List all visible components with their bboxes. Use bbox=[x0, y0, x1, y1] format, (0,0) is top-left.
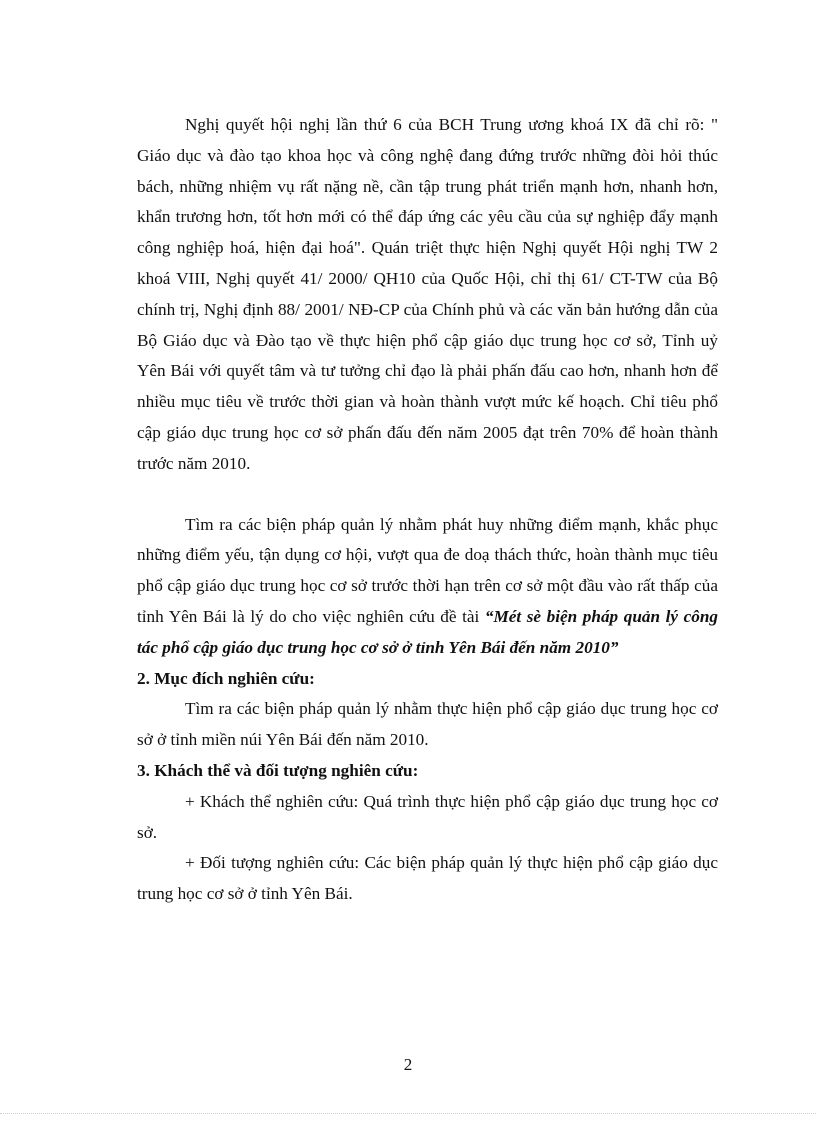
section-2-text: Tìm ra các biện pháp quản lý nhằm thực hiện phổ cập giáo dục trung học cơ sở ở tỉnh miền núi Yên Bái đến năm 2010. bbox=[137, 699, 718, 750]
page-content bbox=[137, 110, 718, 910]
paragraph-resolution: Nghị quyết hội nghị lần thứ 6 của BCH Trung ương khoá IX đã chỉ rõ: " Giáo dục và đào tạo khoa học và công nghệ đang đứng trước những đòi hỏi thúc bách, những nhiệm vụ rất nặng nề, cần tập trung phát triển mạnh hơn, nhanh hơn, khẩn trương hơn, tốt hơn mới có thể đáp ứng các yêu cầu của sự nghiệp đẩy mạnh công nghiệp hoá, hiện đại hoá". Quán triệt thực hiện Nghị quyết Hội nghị TW 2 khoá VIII, Nghị quyết 41/ 2000/ QH10 của Quốc Hội, chỉ thị 61/ CT-TW của Bộ chính trị, Nghị định 88/ 2001/ NĐ-CP của Chính phủ và các văn bản hướng dẫn của Bộ Giáo dục và Đào tạo về thực hiện phổ cập giáo dục trung học cơ sở, Tỉnh uỷ Yên Bái với quyết tâm và tư tưởng chỉ đạo là phải phấn đấu cao hơn, nhanh hơn để nhiều mục tiêu về trước thời gian và hoàn thành vượt mức kế hoạch. Chỉ tiêu phổ cập giáo dục trung học cơ sở phấn đấu đến năm 2005 đạt trên 70% để hoàn thành trước năm 2010. bbox=[137, 115, 718, 473]
page-number: 2 bbox=[403, 1055, 413, 1074]
rationale-text: Tìm ra các biện pháp quản lý nhằm phát huy những điểm mạnh, khắc phục những điểm yếu, tận dụng cơ hội, vượt qua đe doạ thách thức, hoàn thành mục tiêu phổ cập giáo dục trung học cơ sở trước thời hạn trên cơ sở một đầu vào rất thấp của tỉnh Yên Bái là lý do cho việc nghiên cứu đề tài bbox=[137, 514, 718, 626]
page-bottom-divider bbox=[0, 1113, 816, 1114]
section-2-heading: 2. Mục đích nghiên cứu: bbox=[137, 668, 315, 688]
section-3-object: + Khách thể nghiên cứu: Quá trình thực hiện phổ cập giáo dục trung học cơ sở. bbox=[137, 791, 718, 842]
section-3-subject: + Đối tượng nghiên cứu: Các biện pháp quản lý thực hiện phổ cập giáo dục trung học cơ sở ở tỉnh Yên Bái. bbox=[137, 853, 718, 904]
section-3-heading: 3. Khách thể và đối tượng nghiên cứu: bbox=[137, 760, 419, 780]
paragraph-rationale bbox=[137, 510, 718, 664]
thesis-title: “Mét sè biện pháp quản lý công tác phổ cập giáo dục trung học cơ sở ở tỉnh Yên Bái đến năm 2010” bbox=[137, 606, 718, 657]
